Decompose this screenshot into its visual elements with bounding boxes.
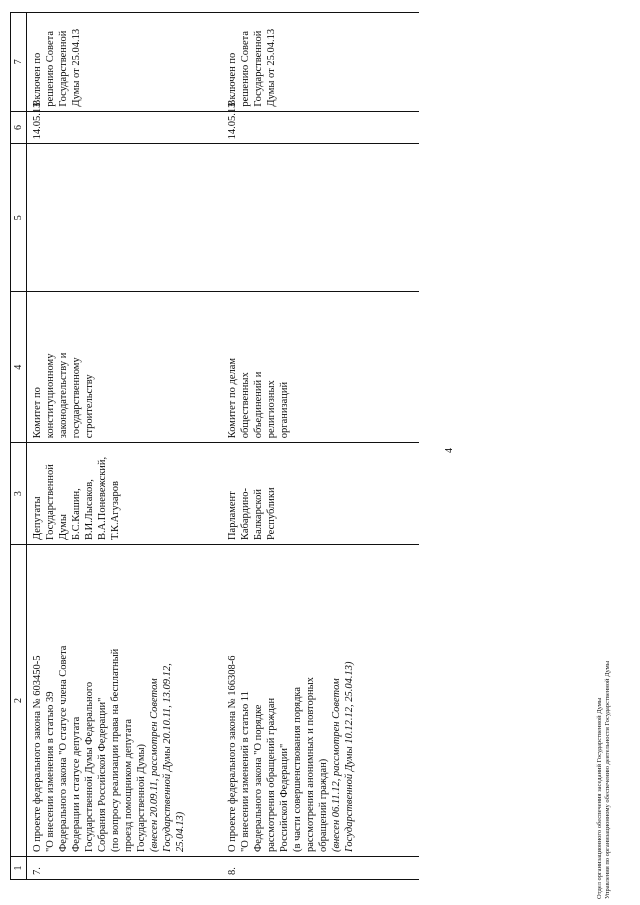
- bill-author: [214, 443, 419, 545]
- committee-line: религиозных: [266, 380, 277, 439]
- status-cell: [27, 13, 215, 112]
- bill-line: О проекте федерального закона № 166308-6: [227, 655, 238, 853]
- column-header-2: 2: [11, 545, 27, 857]
- column-header-1: 1: [11, 857, 27, 880]
- author-line: Государственной: [45, 464, 56, 541]
- bill-line: Российской Федерации": [279, 743, 290, 853]
- bill-note-line: (внесен 06.11.12, рассмотрен Советом: [331, 678, 342, 853]
- status-line: решению Совета: [240, 31, 251, 107]
- committee-line: общественных: [240, 372, 251, 439]
- committee-line: организаций: [279, 381, 290, 439]
- author-line: Кабардино-: [240, 488, 251, 541]
- bill-line: О проекте федерального закона № 603450-5: [32, 655, 43, 853]
- author-line: Б.С.Кашин,: [71, 488, 82, 541]
- status-line: Включен по: [32, 52, 43, 107]
- bill-line: "О внесении изменения в статью 39: [45, 691, 56, 853]
- bill-line: "О внесении изменений в статью 11: [240, 691, 251, 853]
- column-header-4: 4: [11, 292, 27, 443]
- status-line: решению Совета: [45, 31, 56, 107]
- committee-line: Комитет по делам: [227, 357, 238, 439]
- author-line: В.И.Лысаков,: [84, 479, 95, 541]
- committee-line: объединений и: [253, 371, 264, 439]
- bill-note-line: 25.04.13): [175, 811, 186, 853]
- table-row: [214, 13, 419, 880]
- bill-description: [27, 545, 215, 857]
- responsible-committee: [27, 292, 215, 443]
- bill-description: [214, 545, 419, 857]
- author-line: Балкарской: [253, 489, 264, 541]
- bill-line: Федерального закона "О порядке: [253, 704, 264, 853]
- bill-line: (по вопросу реализации права на бесплатный: [110, 648, 121, 853]
- bill-note-line: Государственной Думы 10.12.12, 25.04.13): [344, 661, 355, 853]
- date-cell: 14.05.13: [214, 111, 419, 144]
- committee-line: конституционному: [45, 353, 56, 439]
- responsible-committee: [214, 292, 419, 443]
- committee-line: государственному: [71, 357, 82, 439]
- bills-table: [10, 12, 419, 880]
- bill-line: Государственной Думы): [136, 743, 147, 853]
- status-line: Включен по: [227, 52, 238, 107]
- column-header-7: 7: [11, 13, 27, 112]
- page-number: 4: [444, 448, 455, 453]
- bill-line: рассмотрения обращений граждан: [266, 697, 277, 853]
- bill-line: (в части совершенствования порядка: [292, 686, 303, 853]
- table-header-row: [11, 13, 27, 880]
- row-number: 7.: [27, 857, 215, 880]
- committee-line: Комитет по: [32, 387, 43, 439]
- column-5-cell: [214, 144, 419, 292]
- column-header-3: 3: [11, 443, 27, 545]
- status-cell: [214, 13, 419, 112]
- bill-note-line: (внесен 20.09.11, рассмотрен Советом: [149, 678, 160, 853]
- status-line: Думы от 25.04.13: [71, 28, 82, 107]
- author-line: Республики: [266, 487, 277, 541]
- document-footer: [596, 661, 612, 899]
- status-line: Государственной: [58, 30, 69, 107]
- author-line: Думы: [58, 514, 69, 541]
- status-line: Государственной: [253, 30, 264, 107]
- status-line: Думы от 25.04.13: [266, 28, 277, 107]
- author-line: Т.К.Агузаров: [110, 481, 121, 541]
- footer-line: Управления по организационному обеспечению деятельности Государственной Думы: [604, 660, 611, 899]
- column-header-6: 6: [11, 111, 27, 144]
- bill-line: Собрания Российской Федерации": [97, 697, 108, 853]
- committee-line: строительству: [84, 374, 95, 439]
- date-cell: 14.05.13: [27, 111, 215, 144]
- bill-line: обращений граждан): [318, 758, 329, 853]
- bill-line: рассмотрения анонимных и повторных: [305, 677, 316, 853]
- table-row: [27, 13, 215, 880]
- bill-line: Федерального закона "О статусе члена Совета: [58, 645, 69, 853]
- row-number: 8.: [214, 857, 419, 880]
- column-header-5: 5: [11, 144, 27, 292]
- footer-line: Отдел организационного обеспечения заседаний Государственной Думы: [596, 697, 603, 899]
- bill-author: [27, 443, 215, 545]
- author-line: Парламент: [227, 491, 238, 541]
- bill-line: проезд помощником депутата: [123, 718, 134, 853]
- author-line: В.А.Поневежский,: [97, 456, 108, 541]
- committee-line: законодательству и: [58, 352, 69, 439]
- bill-line: Государственной Думы Федерального: [84, 681, 95, 853]
- bill-note-line: Государственной Думы 20.10.11, 13.09.12,: [162, 663, 173, 853]
- author-line: Депутаты: [32, 496, 43, 541]
- bill-line: Федерации и статусе депутата: [71, 716, 82, 853]
- column-5-cell: [27, 144, 215, 292]
